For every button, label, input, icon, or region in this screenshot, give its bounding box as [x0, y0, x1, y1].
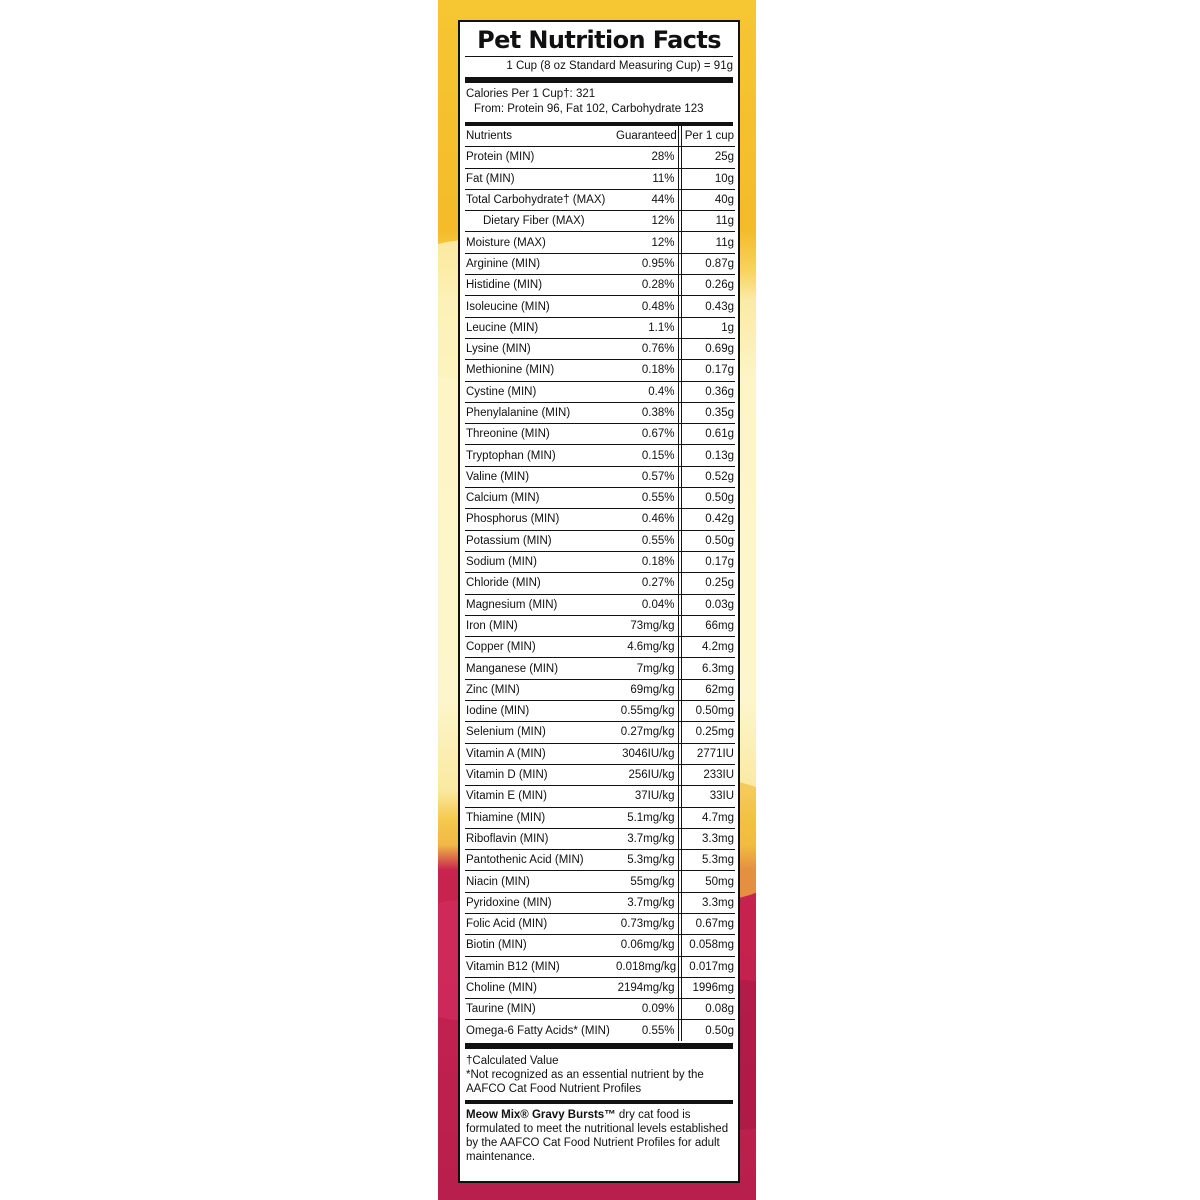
table-row: [465, 850, 735, 871]
table-row: [465, 402, 735, 423]
per-cup-value: 0.17g: [678, 360, 735, 381]
per-cup-value: 0.17g: [678, 551, 735, 572]
aafco-statement: [465, 1104, 733, 1164]
nutrient-name: Fat (MIN): [465, 168, 615, 189]
calories-from: From: Protein 96, Fat 102, Carbohydrate 123: [474, 103, 704, 115]
guaranteed-value: 0.73mg/kg: [615, 913, 678, 934]
footnotes: [465, 1049, 733, 1100]
per-cup-value: 0.69g: [678, 338, 735, 359]
nutrient-name: Methionine (MIN): [465, 360, 615, 381]
guaranteed-value: 3.7mg/kg: [615, 828, 678, 849]
table-row: [465, 189, 735, 210]
per-cup-value: 0.017mg: [678, 956, 735, 977]
nutrient-name: Threonine (MIN): [465, 424, 615, 445]
table-row: [465, 338, 735, 359]
table-row: [465, 977, 735, 998]
guaranteed-value: 0.67%: [615, 424, 678, 445]
per-cup-value: 0.50mg: [678, 701, 735, 722]
table-row: [465, 530, 735, 551]
table-row: [465, 786, 735, 807]
table-row: [465, 594, 735, 615]
guaranteed-value: 0.48%: [615, 296, 678, 317]
guaranteed-value: 2194mg/kg: [615, 977, 678, 998]
guaranteed-value: 12%: [615, 211, 678, 232]
per-cup-value: 0.13g: [678, 445, 735, 466]
nutrient-name: Iodine (MIN): [465, 701, 615, 722]
guaranteed-value: 0.15%: [615, 445, 678, 466]
table-row: [465, 1020, 735, 1041]
guaranteed-value: 3.7mg/kg: [615, 892, 678, 913]
per-cup-value: 0.50g: [678, 530, 735, 551]
per-cup-value: 25g: [678, 147, 735, 168]
guaranteed-value: 0.55%: [615, 530, 678, 551]
nutrient-name: Copper (MIN): [465, 637, 615, 658]
guaranteed-value: 5.1mg/kg: [615, 807, 678, 828]
nutrient-name: Histidine (MIN): [465, 275, 615, 296]
nutrient-name: Iron (MIN): [465, 615, 615, 636]
brand-name: Meow Mix® Gravy Bursts™: [466, 1108, 616, 1121]
guaranteed-value: 3046IU/kg: [615, 743, 678, 764]
per-cup-value: 233IU: [678, 764, 735, 785]
nutrient-name: Leucine (MIN): [465, 317, 615, 338]
per-cup-value: 0.26g: [678, 275, 735, 296]
table-row: [465, 509, 735, 530]
table-row: [465, 892, 735, 913]
nutrient-name: Pyridoxine (MIN): [465, 892, 615, 913]
table-header-row: [465, 126, 735, 147]
per-cup-value: 0.36g: [678, 381, 735, 402]
per-cup-value: 0.52g: [678, 466, 735, 487]
per-cup-value: 0.50g: [678, 488, 735, 509]
guaranteed-value: 0.27%: [615, 573, 678, 594]
table-row: [465, 147, 735, 168]
guaranteed-value: 0.04%: [615, 594, 678, 615]
table-row: [465, 253, 735, 274]
per-cup-value: 0.42g: [678, 509, 735, 530]
per-cup-value: 0.67mg: [678, 913, 735, 934]
nutrient-name: Magnesium (MIN): [465, 594, 615, 615]
nutrient-name: Sodium (MIN): [465, 551, 615, 572]
table-row: [465, 296, 735, 317]
table-row: [465, 381, 735, 402]
guaranteed-value: 11%: [615, 168, 678, 189]
guaranteed-value: 0.28%: [615, 275, 678, 296]
footnote-not-recognized: *Not recognized as an essential nutrient by the AAFCO Cat Food Nutrient Profiles: [466, 1068, 704, 1095]
guaranteed-value: 0.18%: [615, 360, 678, 381]
nutrient-name: Zinc (MIN): [465, 679, 615, 700]
guaranteed-value: 256IU/kg: [615, 764, 678, 785]
table-row: [465, 999, 735, 1020]
table-row: [465, 360, 735, 381]
guaranteed-value: 0.95%: [615, 253, 678, 274]
nutrient-name: Vitamin E (MIN): [465, 786, 615, 807]
per-cup-value: 11g: [678, 232, 735, 253]
header-nutrients: Nutrients: [465, 126, 615, 147]
guaranteed-value: 0.46%: [615, 509, 678, 530]
nutrient-name: Thiamine (MIN): [465, 807, 615, 828]
per-cup-value: 4.2mg: [678, 637, 735, 658]
guaranteed-value: 73mg/kg: [615, 615, 678, 636]
header-guaranteed: Guaranteed: [615, 126, 678, 147]
nutrient-name: Vitamin D (MIN): [465, 764, 615, 785]
calories-block: [465, 83, 733, 122]
nutrient-name: Dietary Fiber (MAX): [465, 211, 615, 232]
table-row: [465, 466, 735, 487]
guaranteed-value: 0.4%: [615, 381, 678, 402]
per-cup-value: 0.03g: [678, 594, 735, 615]
nutrient-name: Omega-6 Fatty Acids* (MIN): [466, 1024, 610, 1037]
table-row: [465, 488, 735, 509]
nutrient-name: Moisture (MAX): [465, 232, 615, 253]
table-row: [465, 935, 735, 956]
per-cup-value: 6.3mg: [678, 658, 735, 679]
guaranteed-value: 0.27mg/kg: [615, 722, 678, 743]
table-row: [465, 807, 735, 828]
table-row: [465, 764, 735, 785]
table-row: [465, 168, 735, 189]
nutrient-name: Valine (MIN): [465, 466, 615, 487]
per-cup-value: 2771IU: [678, 743, 735, 764]
guaranteed-value: 0.38%: [615, 402, 678, 423]
table-row: [465, 615, 735, 636]
per-cup-value: 11g: [678, 211, 735, 232]
table-row: [465, 445, 735, 466]
table-row: [465, 701, 735, 722]
per-cup-value: 0.058mg: [678, 935, 735, 956]
footnote-calculated: †Calculated Value: [466, 1054, 559, 1067]
calories-line: Calories Per 1 Cup†: 321: [466, 88, 596, 100]
guaranteed-value: 28%: [615, 147, 678, 168]
guaranteed-value: 7mg/kg: [615, 658, 678, 679]
guaranteed-value: 0.55%: [615, 488, 678, 509]
per-cup-value: 10g: [678, 168, 735, 189]
guaranteed-value: 69mg/kg: [615, 679, 678, 700]
nutrient-name: Manganese (MIN): [465, 658, 615, 679]
nutrient-name: Taurine (MIN): [465, 999, 615, 1020]
table-row: [465, 658, 735, 679]
per-cup-value: 0.35g: [678, 402, 735, 423]
nutrient-name: Tryptophan (MIN): [465, 445, 615, 466]
per-cup-value: 5.3mg: [678, 850, 735, 871]
table-row: [465, 232, 735, 253]
guaranteed-value: 37IU/kg: [615, 786, 678, 807]
nutrient-name: Total Carbohydrate† (MAX): [465, 189, 615, 210]
nutrient-name: Vitamin A (MIN): [465, 743, 615, 764]
guaranteed-value: 0.09%: [615, 999, 678, 1020]
per-cup-value: 3.3mg: [678, 892, 735, 913]
table-row: [465, 637, 735, 658]
nutrient-name: Phosphorus (MIN): [465, 509, 615, 530]
table-row: [465, 722, 735, 743]
per-cup-value: 0.25mg: [678, 722, 735, 743]
nutrient-name: Cystine (MIN): [465, 381, 615, 402]
per-cup-value: 50mg: [678, 871, 735, 892]
per-cup-value: 1g: [678, 317, 735, 338]
nutrient-name: Arginine (MIN): [465, 253, 615, 274]
guaranteed-value: 1.1%: [615, 317, 678, 338]
serving-size: 1 Cup (8 oz Standard Measuring Cup) = 91g: [465, 56, 733, 75]
table-row: [465, 679, 735, 700]
per-cup-value: 0.25g: [678, 573, 735, 594]
panel-title: Pet Nutrition Facts: [477, 26, 721, 54]
guaranteed-value: 0.76%: [615, 338, 678, 359]
per-cup-value: 1996mg: [678, 977, 735, 998]
statement-text: dry cat food is formulated to meet the nutritional levels established by the AAFCO Cat Food Nutrient Profiles for adult maintenance.: [466, 1108, 729, 1163]
per-cup-value: 0.50g: [678, 1020, 735, 1041]
nutrients-table-body: [465, 147, 735, 1041]
table-row: [465, 743, 735, 764]
table-row: [465, 317, 735, 338]
per-cup-value: 3.3mg: [678, 828, 735, 849]
per-cup-value: 62mg: [678, 679, 735, 700]
guaranteed-value: 0.18%: [615, 551, 678, 572]
nutrient-name: Selenium (MIN): [465, 722, 615, 743]
nutrient-name: Calcium (MIN): [465, 488, 615, 509]
table-row: [465, 211, 735, 232]
guaranteed-value: 4.6mg/kg: [615, 637, 678, 658]
guaranteed-value: 0.57%: [615, 466, 678, 487]
nutrient-name: Isoleucine (MIN): [465, 296, 615, 317]
nutrient-name: Niacin (MIN): [465, 871, 615, 892]
table-row: [465, 956, 735, 977]
table-row: [465, 551, 735, 572]
nutrient-name: Potassium (MIN): [465, 530, 615, 551]
nutrient-name: Phenylalanine (MIN): [465, 402, 615, 423]
nutrient-name: Riboflavin (MIN): [465, 828, 615, 849]
nutrient-name: Choline (MIN): [465, 977, 615, 998]
per-cup-value: 0.61g: [678, 424, 735, 445]
nutrient-name: Folic Acid (MIN): [465, 913, 615, 934]
per-cup-value: 40g: [678, 189, 735, 210]
guaranteed-value: 0.55mg/kg: [615, 701, 678, 722]
guaranteed-value: 44%: [615, 189, 678, 210]
table-row: [465, 424, 735, 445]
nutrient-name: Chloride (MIN): [465, 573, 615, 594]
nutrient-name: Biotin (MIN): [465, 935, 615, 956]
nutrition-facts-panel: [458, 20, 740, 1183]
per-cup-value: 66mg: [678, 615, 735, 636]
header-per-cup: Per 1 cup: [678, 126, 735, 147]
table-row: [465, 913, 735, 934]
guaranteed-value: 55mg/kg: [615, 871, 678, 892]
nutrients-table: [465, 126, 735, 1041]
per-cup-value: 33IU: [678, 786, 735, 807]
nutrient-name: Vitamin B12 (MIN): [465, 956, 615, 977]
table-row: [465, 871, 735, 892]
table-row: [465, 275, 735, 296]
per-cup-value: 4.7mg: [678, 807, 735, 828]
guaranteed-value: 5.3mg/kg: [615, 850, 678, 871]
per-cup-value: 0.87g: [678, 253, 735, 274]
table-row: [465, 828, 735, 849]
per-cup-value: 0.43g: [678, 296, 735, 317]
guaranteed-value: 12%: [615, 232, 678, 253]
per-cup-value: 0.08g: [678, 999, 735, 1020]
guaranteed-value: 0.06mg/kg: [615, 935, 678, 956]
nutrient-name: Pantothenic Acid (MIN): [465, 850, 615, 871]
nutrient-name: Protein (MIN): [465, 147, 615, 168]
nutrient-name: Lysine (MIN): [465, 338, 615, 359]
guaranteed-value: 0.018mg/kg: [615, 956, 678, 977]
table-row: [465, 573, 735, 594]
guaranteed-value: 0.55%: [615, 1020, 678, 1041]
